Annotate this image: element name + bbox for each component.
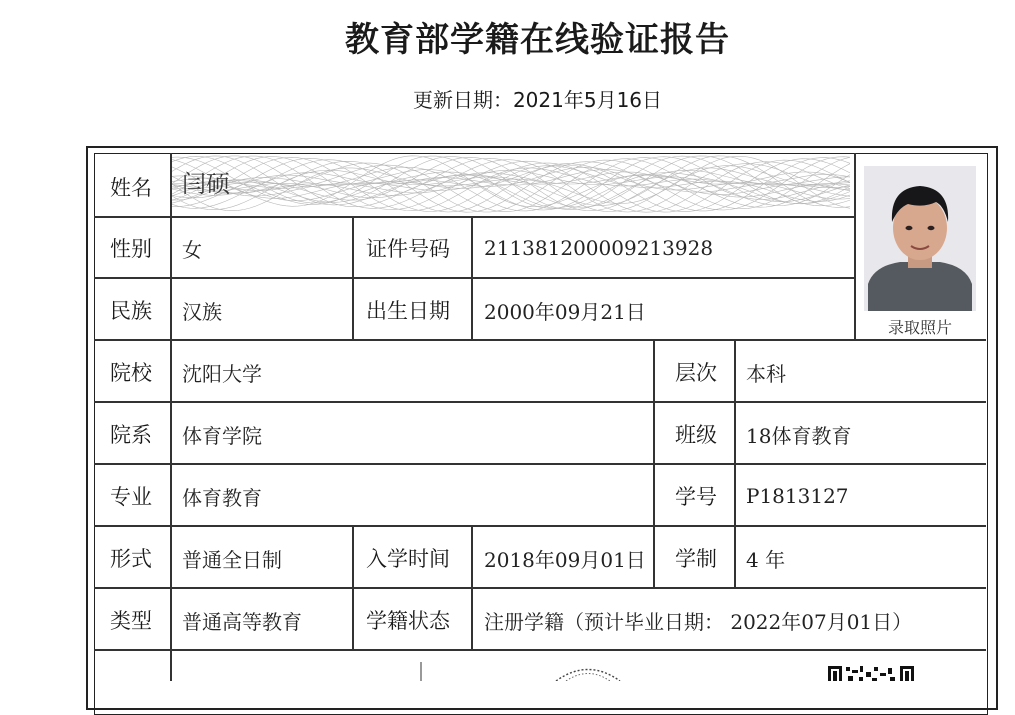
class-label: 班级 xyxy=(675,423,717,447)
photo-caption: 录取照片 xyxy=(888,317,953,337)
col-divider xyxy=(854,153,856,340)
level-label: 层次 xyxy=(675,361,717,385)
update-date: 更新日期：2021年5月16日 xyxy=(412,88,663,112)
row-divider xyxy=(94,463,986,465)
row-divider xyxy=(94,649,986,651)
col-divider xyxy=(352,216,354,340)
id-number-value: 211381200009213928 xyxy=(484,236,714,260)
major-value: 体育教育 xyxy=(182,485,262,510)
major-label: 专业 xyxy=(110,485,152,509)
name-value: 闫硕 xyxy=(182,169,230,198)
row-divider xyxy=(94,339,986,341)
level-value: 本科 xyxy=(746,361,786,386)
col-divider xyxy=(170,153,172,681)
status-value: 注册学籍（预计毕业日期： 2022年07月01日） xyxy=(484,609,913,634)
name-label: 姓名 xyxy=(110,176,152,200)
bottom-divider-mark xyxy=(420,662,422,681)
ethnicity-value: 汉族 xyxy=(182,299,222,324)
student-no-label: 学号 xyxy=(675,485,717,509)
row-divider xyxy=(94,587,986,589)
gender-label: 性别 xyxy=(110,237,152,261)
row-divider xyxy=(94,216,856,218)
department-value: 体育学院 xyxy=(182,423,262,448)
duration-value: 4 年 xyxy=(746,547,786,572)
row-divider xyxy=(94,277,856,279)
col-divider xyxy=(471,525,473,649)
guilloche-watermark xyxy=(172,153,854,215)
type-label: 类型 xyxy=(110,609,152,633)
report-title: 教育部学籍在线验证报告 xyxy=(345,20,730,60)
department-label: 院系 xyxy=(110,423,152,447)
class-value: 18体育教育 xyxy=(746,423,852,448)
col-divider xyxy=(734,339,736,587)
enroll-label: 入学时间 xyxy=(366,547,450,571)
gender-value: 女 xyxy=(182,237,202,262)
birth-date-label: 出生日期 xyxy=(366,299,450,323)
qr-code xyxy=(826,664,916,681)
ethnicity-label: 民族 xyxy=(110,299,152,323)
col-divider xyxy=(653,339,655,587)
duration-label: 学制 xyxy=(675,547,717,571)
school-label: 院校 xyxy=(110,361,152,385)
form-value: 普通全日制 xyxy=(182,547,282,572)
col-divider xyxy=(471,216,473,340)
status-label: 学籍状态 xyxy=(366,609,450,633)
id-number-label: 证件号码 xyxy=(366,237,450,261)
col-divider xyxy=(352,525,354,649)
enrollment-photo xyxy=(864,166,976,311)
official-seal xyxy=(548,660,628,681)
row-divider xyxy=(94,525,986,527)
enroll-value: 2018年09月01日 xyxy=(484,547,646,572)
birth-date-value: 2000年09月21日 xyxy=(484,299,646,324)
student-no-value: P1813127 xyxy=(746,484,849,508)
form-label: 形式 xyxy=(110,547,152,571)
row-divider xyxy=(94,401,986,403)
school-value: 沈阳大学 xyxy=(182,361,262,386)
type-value: 普通高等教育 xyxy=(182,609,302,634)
